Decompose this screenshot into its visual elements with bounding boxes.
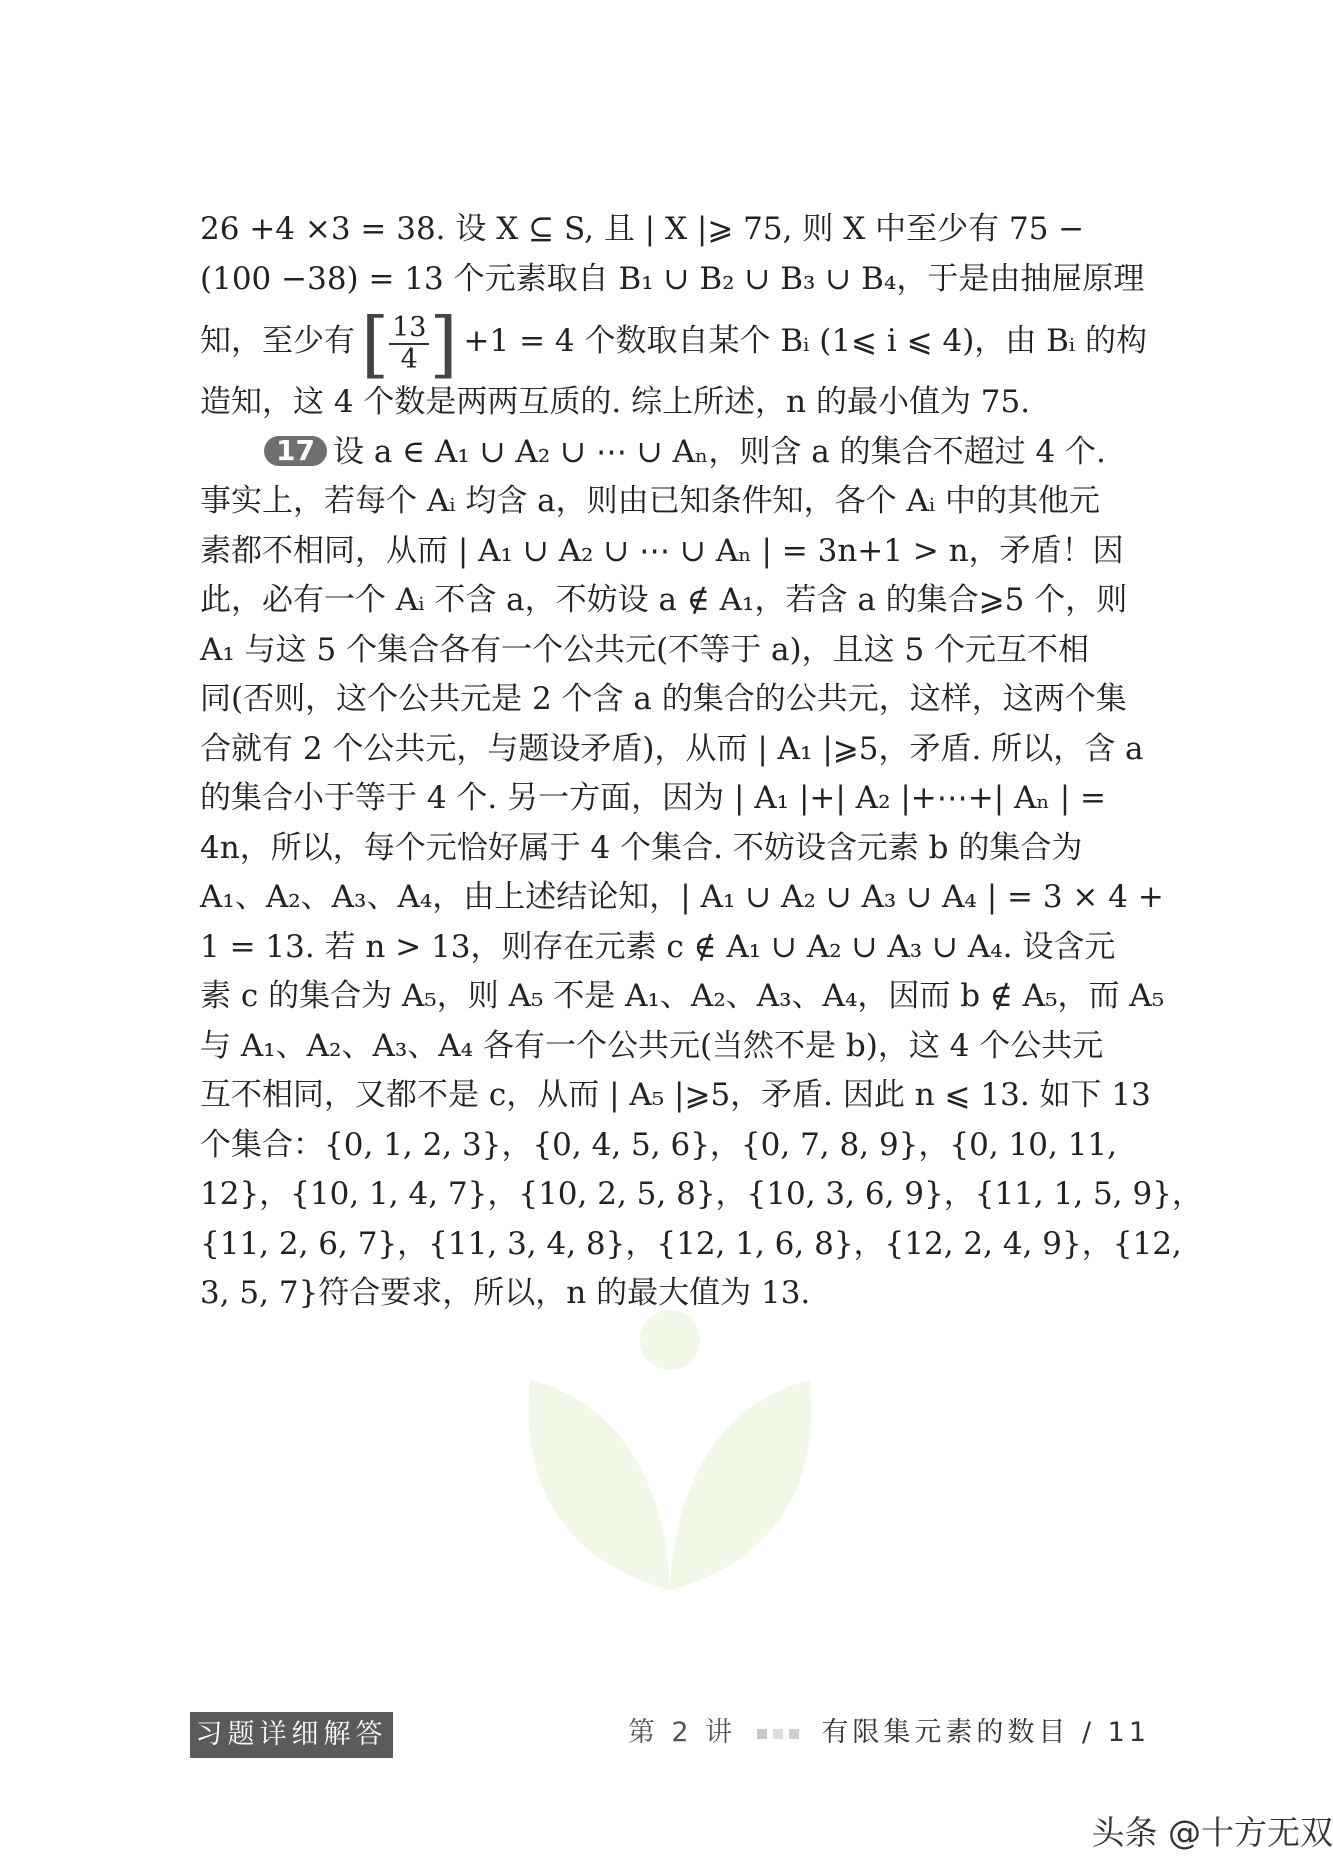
text-line: 与 A₁、A₂、A₃、A₄ 各有一个公共元(当然不是 b)，这 4 个公共元	[200, 1027, 1104, 1064]
fraction-denominator: 4	[400, 343, 418, 375]
lecture-label: 第 2 讲	[627, 1717, 737, 1748]
paragraph-1	[200, 205, 1150, 428]
right-bracket-icon: ]	[429, 301, 458, 386]
text-line	[200, 428, 1150, 478]
source-credit: 头条 @十方无双	[1091, 1813, 1333, 1852]
text-line: 合就有 2 个公共元，与题设矛盾)，从而 | A₁ |⩾5，矛盾. 所以，含 a	[200, 730, 1144, 767]
text-line: 素 c 的集合为 A₅，则 A₅ 不是 A₁、A₂、A₃、A₄，因而 b ∉ A₅，而 A₅	[200, 978, 1165, 1014]
footer-separator: /	[1081, 1717, 1096, 1748]
text-line: 3, 5, 7}符合要求，所以，n 的最大值为 13.	[200, 1275, 811, 1311]
line-prefix: 知，至少有	[200, 323, 355, 359]
line-text: 设 a ∈ A₁ ∪ A₂ ∪ ⋯ ∪ Aₙ，则含 a 的集合不超过 4 个.	[332, 433, 1106, 470]
paragraph-2	[200, 428, 1203, 1319]
fraction-numerator: 13	[389, 313, 429, 345]
footer-section-label: 习题详细解答	[190, 1712, 393, 1758]
chapter-title: 有限集元素的数目	[821, 1717, 1070, 1748]
text-line: 1 = 13. 若 n > 13，则存在元素 c ∉ A₁ ∪ A₂ ∪ A₃ ∪ A₄. 设含元	[200, 928, 1116, 965]
text-line: 造知，这 4 个数是两两互质的. 综上所述，n 的最小值为 75.	[200, 384, 1031, 420]
body-text	[200, 205, 1203, 1319]
left-bracket-icon: [	[361, 301, 390, 386]
text-line: 的集合小于等于 4 个. 另一方面，因为 | A₁ |+| A₂ |+⋯+| Aₙ | =	[200, 780, 1106, 816]
text-line: 事实上，若每个 Aᵢ 均含 a，则由已知条件知，各个 Aᵢ 中的其他元	[200, 483, 1100, 519]
text-line: (100 −38) = 13 个元素取自 B₁ ∪ B₂ ∪ B₃ ∪ B₄，于是由抽屉原理	[200, 260, 1145, 297]
text-line: 素都不相同，从而 | A₁ ∪ A₂ ∪ ⋯ ∪ Aₙ | = 3n+1 > n，矛盾！因	[200, 532, 1124, 569]
footer-page-info	[628, 1710, 1150, 1756]
text-line: {11, 2, 6, 7}，{11, 3, 4, 8}，{12, 1, 6, 8}，{12, 2, 4, 9}，{12,	[200, 1225, 1182, 1262]
leaf-logo-watermark-icon	[500, 1300, 840, 1600]
text-line: 同(否则，这个公共元是 2 个含 a 的集合的公共元，这样，这两个集	[200, 681, 1127, 717]
text-line-with-fraction	[200, 301, 1150, 386]
text-line: A₁、A₂、A₃、A₄，由上述结论知，| A₁ ∪ A₂ ∪ A₃ ∪ A₄ | = 3 × 4 +	[200, 879, 1164, 915]
problem-number-badge: 17	[264, 436, 327, 466]
floor-fraction	[361, 301, 458, 386]
decorative-squares-icon	[757, 1727, 801, 1741]
text-line: 26 +4 ×3 = 38. 设 X ⊆ S, 且 | X |⩾ 75, 则 X 中至少有 75 −	[200, 211, 1085, 247]
text-line: 个集合：{0, 1, 2, 3}，{0, 4, 5, 6}，{0, 7, 8, 9}，{0, 10, 11,	[200, 1126, 1117, 1163]
text-line: 12}，{10, 1, 4, 7}，{10, 2, 5, 8}，{10, 3, 6, 9}，{11, 1, 5, 9}，	[200, 1176, 1203, 1212]
text-line: 此，必有一个 Aᵢ 不含 a，不妨设 a ∉ A₁，若含 a 的集合⩾5 个，则	[200, 582, 1128, 618]
text-line: A₁ 与这 5 个集合各有一个公共元(不等于 a)，且这 5 个元互不相	[200, 631, 1090, 668]
text-line: 4n，所以，每个元恰好属于 4 个集合. 不妨设含元素 b 的集合为	[200, 829, 1083, 866]
text-line: 互不相同，又都不是 c，从而 | A₅ |⩾5，矛盾. 因此 n ⩽ 13. 如下 13	[200, 1077, 1151, 1113]
page-number: 11	[1107, 1717, 1150, 1748]
line-suffix: +1 = 4 个数取自某个 Bᵢ (1⩽ i ⩽ 4)，由 Bᵢ 的构	[463, 323, 1148, 359]
